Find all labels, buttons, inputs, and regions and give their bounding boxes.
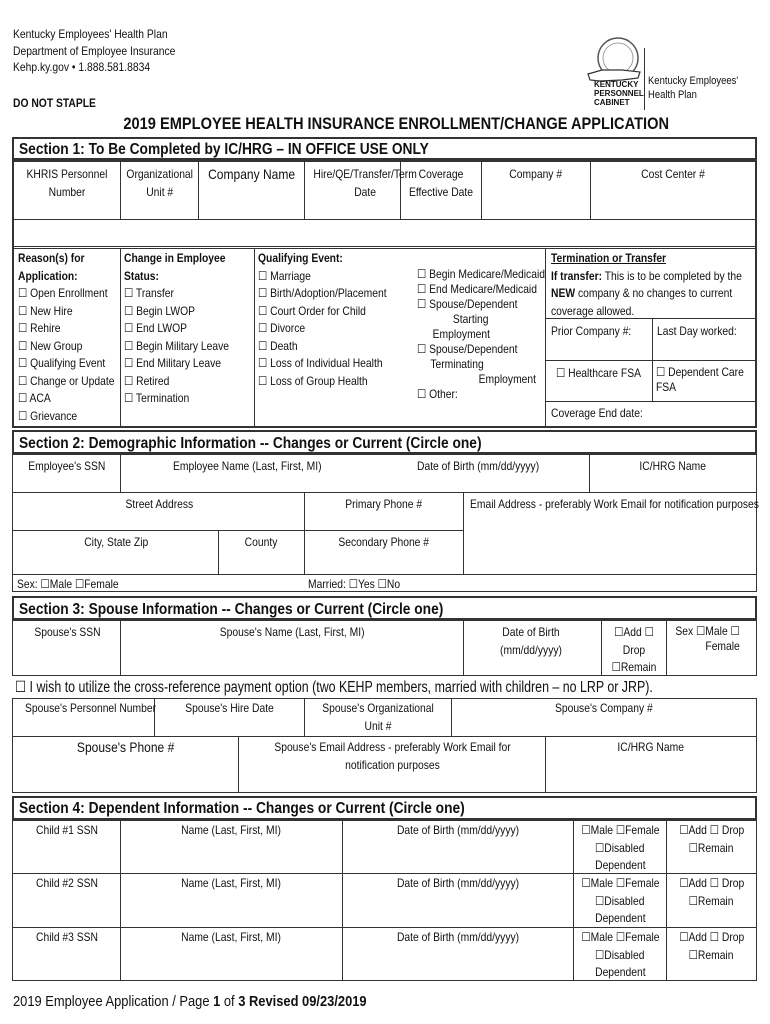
cost-center-label: Cost Center # [641,167,706,181]
coverage-effective-label: Coverage Effective Date [408,167,474,199]
reason-new-group-checkbox[interactable]: ☐ New Group [18,338,83,353]
termination-transfer: Termination or Transfer If transfer: This is to be completed by the NEW company & no changes to current coverage allowed. [551,251,742,318]
status-end-lwop-checkbox[interactable]: ☐ End LWOP [124,321,187,335]
company-number-label: Company # [509,167,563,181]
child1-dob-field[interactable]: Date of Birth (mm/dd/yyyy) [396,823,520,837]
qe-other-checkbox[interactable]: ☐ Other: [417,387,458,401]
qe-spouse-starting-checkbox[interactable]: ☐ Spouse/Dependent [417,297,518,311]
child2-name-field[interactable]: Name (Last, First, MI) [181,876,282,890]
status-begin-lwop-checkbox[interactable]: ☐ Begin LWOP [124,303,196,318]
status-end-military-checkbox[interactable]: ☐ End Military Leave [124,356,222,370]
child3-dob-field[interactable]: Date of Birth (mm/dd/yyyy) [396,930,520,944]
company-name-label: Company Name [208,166,295,182]
child1-ssn-field[interactable]: Child #1 SSN [36,823,98,837]
khris-personnel-label: KHRIS Personnel Number [26,167,108,199]
section4-header: Section 4: Dependent Information -- Changes or Current (Circle one) [12,796,757,820]
reason-aca-checkbox[interactable]: ☐ ACA [18,391,51,405]
street-address-field[interactable]: Street Address [125,497,193,511]
secondary-phone-field[interactable]: Secondary Phone # [338,535,430,549]
child1-sex-checkboxes[interactable]: ☐Male ☐Female☐DisabledDependent [580,823,660,872]
reason-new-hire-checkbox[interactable]: ☐ New Hire [18,303,73,318]
kehp-logo [582,34,762,114]
primary-phone-field[interactable]: Primary Phone # [345,497,423,511]
child3-ssn-field[interactable]: Child #3 SSN [36,930,98,944]
prior-company-field[interactable]: Prior Company #: [551,324,632,338]
email-address-field[interactable]: Email Address - preferably Work Email for notification purposes [470,497,759,511]
spouse-add-drop-checkboxes[interactable]: ☐Add ☐ Drop ☐Remain [611,625,657,674]
do-not-staple: DO NOT STAPLE [13,96,96,110]
spouse-dob-field[interactable]: Date of Birth (mm/dd/yyyy) [500,625,562,657]
qe-marriage-checkbox[interactable]: ☐ Marriage [258,268,311,283]
child2-action-checkboxes[interactable]: ☐Add ☐ Drop☐Remain [679,876,744,908]
reason-change-update-checkbox[interactable]: ☐ Change or Update [18,373,115,388]
dependent-care-fsa-checkbox[interactable]: ☐ Dependent Care FSA [656,365,744,394]
qe-begin-medicare-checkbox[interactable]: ☐ Begin Medicare/Medicaid [417,267,545,281]
qe-loss-group-checkbox[interactable]: ☐ Loss of Group Health [258,373,368,388]
section3-header: Section 3: Spouse Information -- Changes or Current (Circle one) [12,596,757,620]
qe-end-medicare-checkbox[interactable]: ☐ End Medicare/Medicaid [417,282,537,296]
qe-court-order-checkbox[interactable]: ☐ Court Order for Child [258,303,366,318]
reasons-list: Reason(s) for Application: ☐ Open Enrollment ☐ New Hire ☐ Rehire ☐ New Group ☐ Qualifying Event ☐ Change or Update ☐ ACA ☐ Grievance [18,250,114,425]
child2-sex-checkboxes[interactable]: ☐Male ☐Female☐DisabledDependent [580,876,660,925]
child2-dob-field[interactable]: Date of Birth (mm/dd/yyyy) [396,876,520,890]
child3-name-field[interactable]: Name (Last, First, MI) [181,930,282,944]
logo-text: KENTUCKY PERSONNEL CABINET [594,80,644,107]
child2-ssn-field[interactable]: Child #2 SSN [36,876,98,890]
qe-spouse-terminating-checkbox[interactable]: ☐ Spouse/Dependent [417,342,518,356]
spouse-org-unit-field[interactable]: Spouse's Organizational Unit # [322,701,434,733]
child3-action-checkboxes[interactable]: ☐Add ☐ Drop☐Remain [679,930,744,962]
cross-reference-checkbox[interactable]: ☐ I wish to utilize the cross-reference payment option (two KEHP members, married with children – no LRP or JRP). [15,679,653,696]
employee-name-field[interactable]: Employee Name (Last, First, MI) [173,459,322,473]
status-retired-checkbox[interactable]: ☐ Retired [124,373,170,388]
status-termination-checkbox[interactable]: ☐ Termination [124,391,190,405]
county-field[interactable]: County [245,535,278,549]
city-state-zip-field[interactable]: City, State Zip [83,535,149,549]
qe-divorce-checkbox[interactable]: ☐ Divorce [258,321,306,335]
employee-dob-field[interactable]: Date of Birth (mm/dd/yyyy) [417,459,540,473]
spouse-sex-checkboxes[interactable]: Sex ☐Male ☐ Female [675,624,740,653]
org-contact: Kehp.ky.gov • 1.888.581.8834 [13,60,151,74]
page-title: 2019 EMPLOYEE HEALTH INSURANCE ENROLLMENT/CHANGE APPLICATION [123,114,669,133]
reason-qualifying-event-checkbox[interactable]: ☐ Qualifying Event [18,356,106,370]
employee-ssn-field[interactable]: Employee's SSN [28,459,106,473]
qe-loss-individual-checkbox[interactable]: ☐ Loss of Individual Health [258,356,383,370]
status-transfer-checkbox[interactable]: ☐ Transfer [124,286,174,300]
spouse-name-field[interactable]: Spouse's Name (Last, First, MI) [219,625,365,639]
logo-side-text: Kentucky Employees' Health Plan [648,75,739,101]
child3-sex-checkboxes[interactable]: ☐Male ☐Female☐DisabledDependent [580,930,660,979]
org-unit-label: Organizational Unit # [126,167,193,199]
reason-rehire-checkbox[interactable]: ☐ Rehire [18,321,61,335]
spouse-email-field[interactable]: Spouse's Email Address - preferably Work Email for notification purposes [274,740,511,772]
hire-date-label: Hire/QE/Transfer/Term Date [313,167,417,199]
qe-birth-checkbox[interactable]: ☐ Birth/Adoption/Placement [258,286,387,300]
qualifying-event-right: ☐ Begin Medicare/Medicaid ☐ End Medicare/Medicaid ☐ Spouse/Dependent Starting Employment ☐ Spouse/Dependent Terminating Employment ☐ Other: [417,267,545,401]
child1-action-checkboxes[interactable]: ☐Add ☐ Drop☐Remain [679,823,744,855]
last-day-worked-field[interactable]: Last Day worked: [657,324,737,338]
qe-death-checkbox[interactable]: ☐ Death [258,338,298,353]
reason-grievance-checkbox[interactable]: ☐ Grievance [18,408,78,423]
status-list: Change in Employee Status: ☐ Transfer ☐ Begin LWOP ☐ End LWOP ☐ Begin Military Leave ☐ End Military Leave ☐ Retired ☐ Termination [124,250,229,408]
spouse-phone-field[interactable]: Spouse's Phone # [77,739,175,755]
spouse-ssn-field[interactable]: Spouse's SSN [33,625,101,639]
page-footer: 2019 Employee Application / Page 1 of 3 Revised 09/23/2019 [13,993,367,1010]
spouse-company-field[interactable]: Spouse's Company # [555,701,653,715]
section2-header: Section 2: Demographic Information -- Changes or Current (Circle one) [12,430,757,454]
org-info [13,26,175,76]
reason-open-enrollment-checkbox[interactable]: ☐ Open Enrollment [18,286,108,300]
healthcare-fsa-checkbox[interactable]: ☐ Healthcare FSA [556,366,641,380]
logo-divider [644,48,645,110]
status-begin-military-checkbox[interactable]: ☐ Begin Military Leave [124,338,230,353]
sex-checkboxes[interactable]: Sex: ☐Male ☐Female [17,577,119,591]
spouse-personnel-field[interactable]: Spouse's Personnel Number [25,701,157,715]
married-checkboxes[interactable]: Married: ☐Yes ☐No [308,577,401,591]
section1-header: Section 1: To Be Completed by IC/HRG – IN OFFICE USE ONLY [12,137,757,160]
org-name: Kentucky Employees' Health Plan [13,27,168,41]
qualifying-event-left: Qualifying Event: ☐ Marriage ☐ Birth/Adoption/Placement ☐ Court Order for Child ☐ Divorce ☐ Death ☐ Loss of Individual Health ☐ Loss of Group Health [258,250,387,390]
child1-name-field[interactable]: Name (Last, First, MI) [181,823,282,837]
coverage-end-date-field[interactable]: Coverage End date: [551,406,643,420]
org-dept: Department of Employee Insurance [13,43,176,58]
ic-hrg-name-field[interactable]: IC/HRG Name [639,459,707,473]
spouse-ic-hrg-field[interactable]: IC/HRG Name [617,740,685,754]
spouse-hire-date-field[interactable]: Spouse's Hire Date [185,701,274,715]
